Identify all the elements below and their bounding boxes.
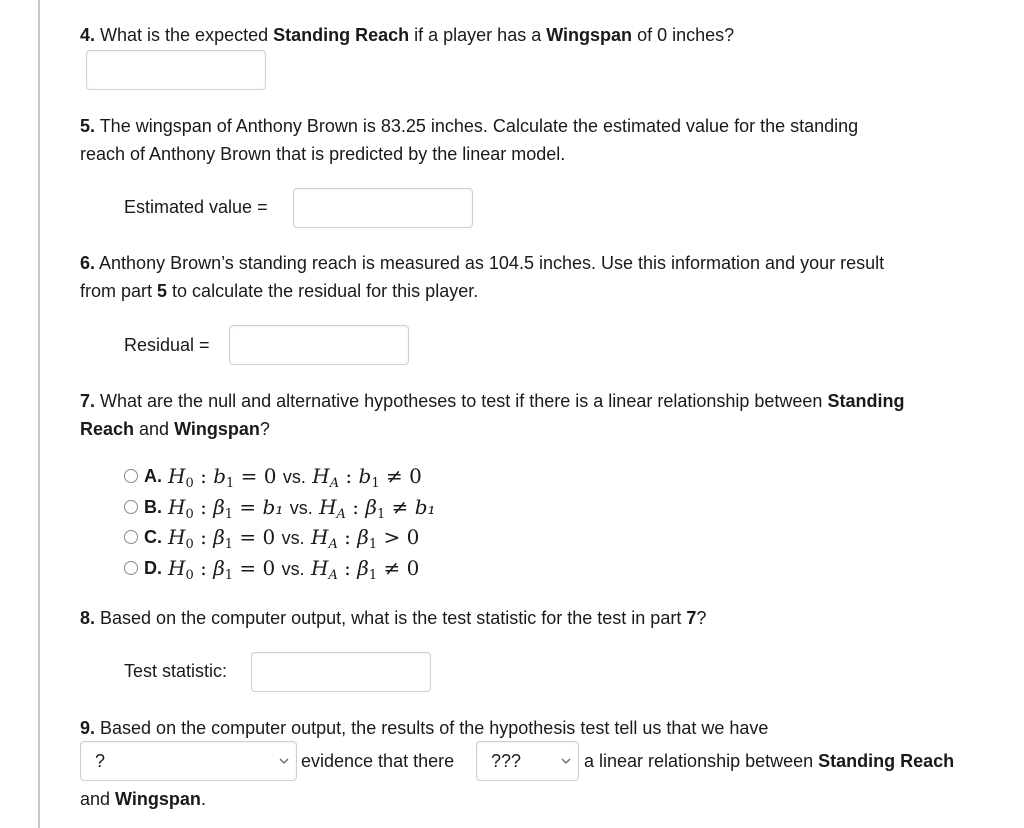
q8-prompt: 8. Based on the computer output, what is the test statistic for the test in part 7? [80, 608, 707, 628]
q7-prompt: 7. What are the null and alternative hypotheses to test if there is a linear relationship between Standing Reach and Wingspan? [80, 391, 905, 439]
q9-prompt: 9. Based on the computer output, the results of the hypothesis test tell us that we have [80, 718, 769, 738]
evidence-level-select[interactable]: ? [80, 741, 297, 781]
left-divider [38, 0, 40, 828]
q9-line3: and Wingspan. [80, 789, 206, 809]
option-b-hypotheses: $H_0$ : $\beta_1 = b_1$ vs. $H_A$ : $\beta_1 \ne b_1$ [168, 495, 436, 522]
option-d-row[interactable]: D. $H_0$ : $\beta_1 = 0$ vs. $H_A$ : $\beta_1 \ne 0$ [124, 554, 419, 582]
q5-input-label: Estimated value = [124, 197, 268, 217]
chevron-down-icon [560, 755, 572, 767]
q6-input-label: Residual = [124, 335, 210, 355]
q5-prompt: 5. The wingspan of Anthony Brown is 83.25 inches. Calculate the estimated value for the standing reach of Anthony Brown that is predicted by the linear model. [80, 116, 859, 164]
q6-prompt: 6. Anthony Brown’s standing reach is measured as 104.5 inches. Use this information and your result from part 5 to calculate the residual for this player. [80, 253, 885, 301]
option-d-hypotheses: $H_0$ : $\beta_1 = 0$ vs. $H_A$ : $\beta_1 \ne 0$ [168, 556, 420, 583]
option-c-radio[interactable] [124, 530, 138, 544]
option-b-row[interactable]: B. $H_0$ : $\beta_1 = b_1$ vs. $H_A$ : $\beta_1 \ne b_1$ [124, 493, 436, 521]
test-statistic-input[interactable] [251, 652, 431, 692]
q9-tail-text: a linear relationship between Standing Reach [584, 751, 955, 771]
option-a-row[interactable]: A. $H_0$ : $b_1 = 0$ vs. $H_A$ : $b_1 \ne 0$ [124, 462, 422, 490]
option-a-radio[interactable] [124, 469, 138, 483]
q9-mid-text: evidence that there [301, 751, 455, 771]
residual-input[interactable] [229, 325, 409, 365]
option-c-hypotheses: $H_0$ : $\beta_1 = 0$ vs. $H_A$ : $\beta_1 > 0$ [168, 525, 420, 552]
chevron-down-icon [278, 755, 290, 767]
option-c-row[interactable]: C. $H_0$ : $\beta_1 = 0$ vs. $H_A$ : $\beta_1 > 0$ [124, 523, 419, 551]
estimated-value-input[interactable] [293, 188, 473, 228]
relationship-select[interactable]: ??? [476, 741, 579, 781]
q4-answer-input[interactable] [86, 50, 266, 90]
option-d-radio[interactable] [124, 561, 138, 575]
q4-prompt: 4. What is the expected Standing Reach if a player has a Wingspan of 0 inches? [80, 25, 735, 45]
q8-input-label: Test statistic: [124, 661, 228, 681]
option-b-radio[interactable] [124, 500, 138, 514]
option-a-hypotheses: $H_0$ : $b_1 = 0$ vs. $H_A$ : $b_1 \ne 0$ [168, 464, 422, 491]
